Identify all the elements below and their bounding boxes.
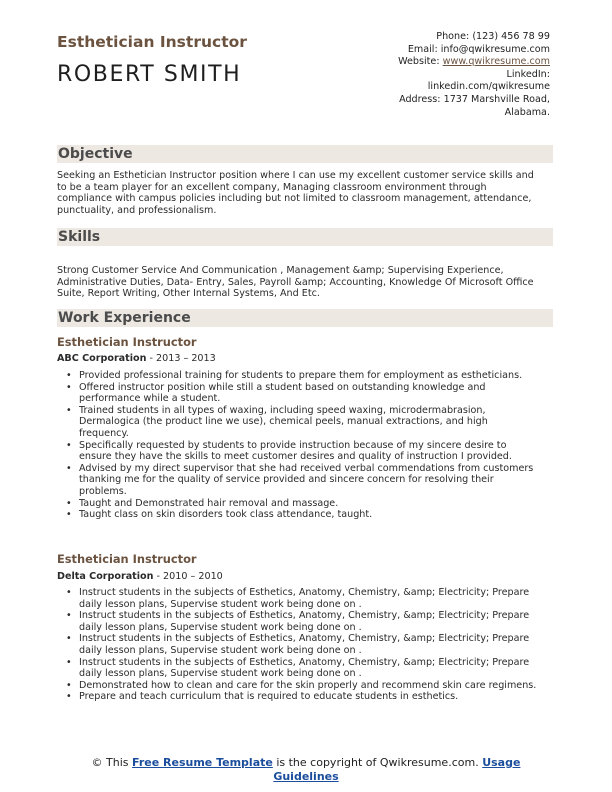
list-item: • Offered instructor position while still a student based on outstanding knowledge and performance while a student. [57, 382, 539, 405]
objective-text: Seeking an Esthetician Instructor position where I can use my excellent customer service skills and to be a team player for an excellent company, Managing classroom environment through compliance with campus policies including but not limited to classroom management, attendance, punctuality, and professionalism. [57, 170, 534, 216]
experience-2-bullets [57, 587, 539, 703]
list-item: • Taught and Demonstrated hair removal and massage. [57, 498, 539, 510]
contact-block [310, 31, 550, 119]
address-line-1: 1737 Marshville Road, [443, 93, 550, 105]
candidate-name: ROBERT SMITH [57, 62, 242, 87]
work-experience-section-header [57, 309, 553, 327]
list-item: • Instruct students in the subjects of Esthetics, Anatomy, Chemistry, &amp; Electricity; Prepare daily lesson plans, Supervise student work being done on . [57, 587, 539, 610]
contact-email [310, 44, 550, 57]
job-title: Esthetician Instructor [57, 33, 247, 51]
address-label: Address: [399, 93, 441, 105]
contact-website [310, 56, 550, 69]
experience-1-bullets [57, 370, 539, 521]
objective-heading: Objective [58, 146, 133, 162]
contact-address [310, 94, 550, 107]
experience-2-title: Esthetician Instructor [57, 552, 197, 566]
footer-copyright: © This [91, 756, 133, 769]
experience-2-company: Delta Corporation [57, 571, 154, 582]
list-item: • Specifically requested by students to provide instruction because of my sincere desire to ensure they have the skills to meet customer desires and quality of instruction I provided. [57, 440, 539, 463]
free-resume-template-link[interactable]: Free Resume Template [132, 756, 273, 769]
contact-phone [310, 31, 550, 44]
usage-guidelines-link[interactable]: Usage [482, 756, 521, 769]
list-item: • Advised by my direct supervisor that she had received verbal commendations from customers thanking me for the quality of service provided and sincere concern for resolving their problems. [57, 463, 539, 498]
usage-guidelines-link-line-2[interactable]: Guidelines [273, 770, 339, 783]
contact-linkedin-label: LinkedIn: [506, 68, 550, 80]
experience-1-company: ABC Corporation [57, 353, 147, 364]
footer-middle-text: is the copyright of Qwikresume.com. [272, 756, 483, 769]
list-item: • Instruct students in the subjects of Esthetics, Anatomy, Chemistry, &amp; Electricity; Prepare daily lesson plans, Supervise student work being done on . [57, 657, 539, 680]
objective-section-header [57, 145, 553, 163]
website-link[interactable]: www.qwikresume.com [442, 56, 550, 68]
contact-address-line-2: Alabama. [504, 106, 550, 118]
website-label: Website: [398, 56, 440, 68]
list-item: • Demonstrated how to clean and care for the skin properly and recommend skin care regimens. [57, 680, 539, 692]
experience-2-company-line [57, 571, 223, 582]
phone-label: Phone: [436, 31, 470, 42]
phone-value: (123) 456 78 99 [472, 31, 550, 42]
experience-1-company-line [57, 353, 216, 364]
work-experience-heading: Work Experience [58, 310, 191, 326]
experience-2-dates: - 2010 – 2010 [153, 571, 223, 582]
list-item: • Prepare and teach curriculum that is required to educate students in esthetics. [57, 691, 539, 703]
footer [60, 756, 552, 784]
skills-section-header [57, 228, 553, 246]
contact-linkedin: linkedin.com/qwikresume [427, 81, 550, 93]
list-item: • Provided professional training for students to prepare them for employment as estheticians. [57, 370, 539, 382]
experience-1-title: Esthetician Instructor [57, 335, 197, 349]
list-item: • Instruct students in the subjects of Esthetics, Anatomy, Chemistry, &amp; Electricity; Prepare daily lesson plans, Supervise student work being done on . [57, 610, 539, 633]
skills-heading: Skills [58, 229, 101, 245]
skills-text: Strong Customer Service And Communication , Management &amp; Supervising Experience, Administrative Duties, Data- Entry, Sales, Payroll &amp; Accounting, Knowledge Of Microsoft Office Suite, Report Writing, Other Internal Systems, And Etc. [57, 265, 534, 300]
experience-1-dates: - 2013 – 2013 [146, 353, 216, 364]
list-item: • Trained students in all types of waxing, including speed waxing, microdermabrasion, Dermalogica (the product line we use), chemical peels, manual extractions, and high frequency. [57, 405, 539, 440]
email-label: Email: [407, 43, 438, 55]
list-item: • Taught class on skin disorders took class attendance, taught. [57, 509, 539, 521]
email-value: info@qwikresume.com [440, 43, 550, 55]
list-item: • Instruct students in the subjects of Esthetics, Anatomy, Chemistry, &amp; Electricity; Prepare daily lesson plans, Supervise student work being done on . [57, 633, 539, 656]
